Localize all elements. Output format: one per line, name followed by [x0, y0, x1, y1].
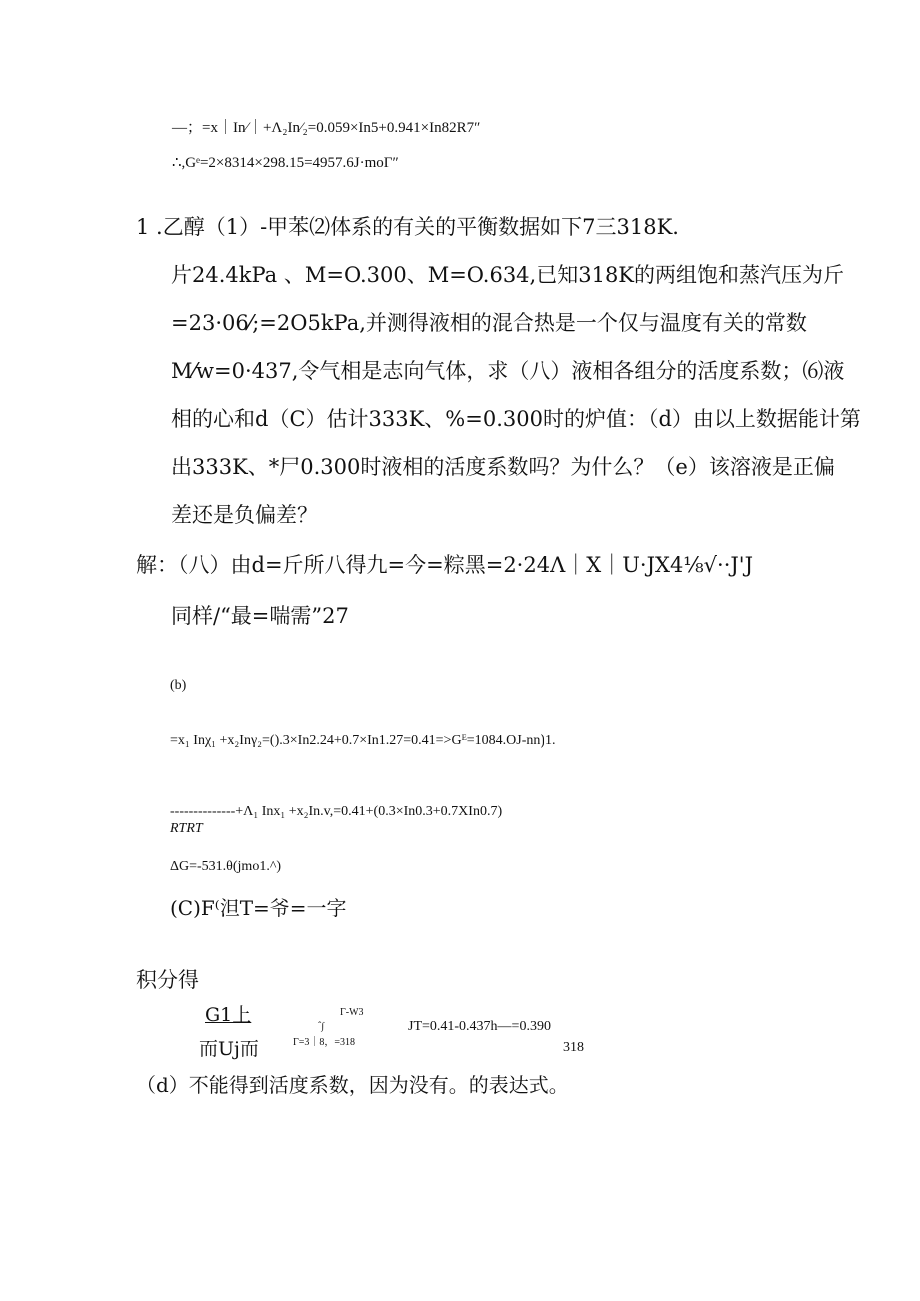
problem-statement-line-3: =23·06⁄;=2O5kPa,并测得液相的混合热是一个仅与温度有关的常数	[171, 311, 807, 335]
integration-label: 积分得	[136, 968, 199, 992]
problem-statement-line-6: 出333K、*尸0.300时液相的活度系数吗？为什么？（e）该溶液是正偏	[171, 455, 835, 479]
problem-statement-line-2: 片24.4kPa 、M=O.300、M=O.634,已知318K的两组饱和蒸汽压为斤	[171, 263, 844, 287]
equation-part-b-delta-g: ΔG=-531.θ(jmo1.^)	[170, 859, 282, 874]
problem-statement-line-5: 相的心和d（C）估计333K、%=0.300时的炉值：（d）由以上数据能计第	[171, 407, 861, 431]
equation-part-b-ge: =x₁ Inχ₁ +x₂Inγ₂=().3×In2.24+0.7×In1.27=0.41=>Gᴱ=1084.OJ-nn⟯1.	[170, 733, 556, 748]
problem-statement-line-1: 1 .乙醇（1）-甲苯⑵体系的有关的平衡数据如下7三318K.	[136, 215, 679, 239]
equation-part-b-mixing: --------------+Λ₁ Inx₁ +x₂In.v,=0.41+(0.3×In0.3+0.7XIn0.7)	[170, 804, 503, 819]
equation-ge-value: ∴,Gᵉ=2×8314×298.15=4957.6J·moΓ″	[172, 155, 399, 171]
integral-sign: ˆ∫	[318, 1021, 325, 1032]
integration-result: JT=0.41-0.437h—=0.390	[408, 1019, 551, 1034]
equation-gibbs-excess: —；=x｜In⁄｜+Λ₂In⁄₂=0.059×In5+0.941×In82R7″	[172, 120, 481, 136]
part-d-answer: （d）不能得到活度系数，因为没有。的表达式。	[136, 1073, 569, 1097]
problem-statement-line-4: M⁄w=0·437,令气相是志向气体，求（八）液相各组分的活度系数；⑹液	[171, 359, 845, 383]
integral-upper-limit: Γ-W3	[340, 1007, 364, 1018]
fraction-denominator: 而Uj而	[199, 1038, 259, 1060]
integration-result-denominator: 318	[563, 1040, 584, 1055]
integral-lower-limit: Γ=3｜8，=318	[293, 1037, 356, 1048]
fraction-numerator: G1上	[205, 1004, 252, 1026]
solution-part-a-line-2: 同样/“最=喘需”27	[171, 604, 349, 628]
problem-statement-line-7: 差还是负偏差？	[171, 503, 318, 527]
equation-part-b-rtrt: RTRT	[170, 821, 203, 836]
part-b-label: (b)	[170, 678, 187, 693]
part-c-equation: (C)F⁽泹T=爷=一字	[170, 896, 347, 920]
solution-part-a-line-1: 解：（八）由d=斤所八得九=今=粽黑=2·24Λ｜X｜U·JX4⅛√··J'J	[136, 553, 753, 577]
